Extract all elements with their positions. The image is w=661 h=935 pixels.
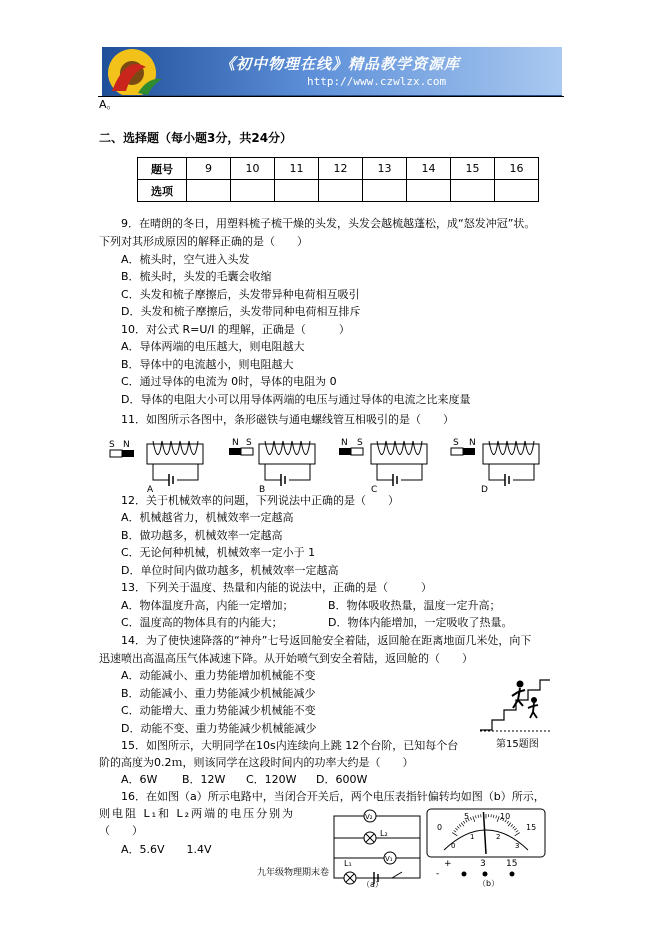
figure-d-right-pole: N: [469, 438, 476, 448]
terminal-dot: [510, 872, 515, 877]
figure-d-left-pole: S: [453, 438, 459, 448]
magnet-white-half: [110, 450, 122, 457]
circuit-outer-loop: [334, 816, 420, 878]
circuit-wire: [489, 464, 534, 480]
terminal-dot: [483, 872, 488, 877]
voltmeter-dial-b: [426, 808, 548, 888]
table-cell-number: 12: [319, 158, 363, 180]
table-cell-number: 16: [495, 158, 539, 180]
coil-windings: [377, 441, 422, 455]
q15-figure-caption: 第15题图: [496, 739, 539, 750]
figure-c-label: C: [371, 485, 378, 494]
q15-stem-cont: 阶的高度为0.2ｍ，则该同学在这段时间内的功率大约是（ ）: [99, 756, 414, 769]
q13-stem: 13．下列关于温度、热量和内能的说法中，正确的是（ ）: [121, 581, 432, 594]
answer-table-number-row: [138, 158, 539, 180]
q14-option-d: D．动能不变、重力势能减少机械能减少: [121, 722, 317, 735]
q10-option-d: D．导体的电阻大小可以用导体两端的电压与通过导体的电流之比来度量: [121, 393, 471, 406]
figure-b-label: B: [259, 485, 266, 494]
q12-option-b: B．做功越多，机械效率一定越高: [121, 529, 283, 542]
circuit-caption: （a）: [362, 880, 383, 888]
q15-stem: 15．如图所示，大明同学在10s内连续向上跳 12个台阶，已知每个台: [121, 739, 459, 752]
q15-option-c: C．120W: [246, 773, 297, 786]
solenoid-figure-a: [109, 440, 203, 494]
voltmeter-v2-label: V₂: [365, 813, 373, 821]
q14-option-a: A．动能减小、重力势能增加机械能不变: [121, 669, 316, 682]
q10-option-a: A．导体两端的电压越大，则电阻越大: [121, 340, 305, 353]
answer-cell[interactable]: [231, 180, 275, 202]
header-banner: [102, 47, 562, 96]
q14-option-c: C．动能增大、重力势能减少机械能不变: [121, 704, 316, 717]
battery-icon: [505, 474, 509, 486]
table-cell-number: 15: [451, 158, 495, 180]
solenoid-figure-c: [339, 438, 427, 494]
q10-option-b: B．导体中的电流越小，则电阻越大: [121, 358, 294, 371]
table-header-number: 题号: [138, 158, 187, 180]
q12-option-c: C．无论何种机械，机械效率一定小于 1: [121, 546, 316, 559]
answer-table-option-row: [138, 180, 539, 202]
terminal-3: 3: [480, 859, 486, 869]
banner-title: 《初中物理在线》精品教学资源库: [220, 55, 461, 73]
section-title: 二、选择题（每小题3分，共24分）: [99, 131, 293, 145]
q15-option-b: B．12W: [182, 773, 226, 786]
magnet-white-half: [351, 448, 363, 455]
second-figure-head: [531, 697, 537, 703]
magnet-white-half: [451, 448, 463, 455]
q13-option-a: A．物体温度升高，内能一定增加；: [121, 599, 294, 612]
dial-caption: （b）: [478, 879, 500, 888]
q14-stem-cont: 迅速喷出高温高压气体减速下降。从开始喷气到安全着陆，返回舱的（ ）: [99, 652, 473, 665]
terminal-minus: -: [436, 869, 440, 879]
lamp-l1-label: L₁: [344, 859, 352, 868]
lower-scale-3: 3: [515, 842, 520, 850]
q14-stem: 14．为了使快速降落的“神舟”七号返回舱安全着陆，返回舱在距离地面几米处，向下: [121, 634, 532, 647]
lower-scale-1: 1: [470, 833, 475, 841]
q10-option-c: C．通过导体的电流为 0时，导体的电阻为 0: [121, 375, 337, 388]
prior-answer-fragment: A。: [99, 98, 118, 111]
q16-stem: 16．在如图（a）所示电路中，当闭合开关后，两个电压表指针偏转均如图（b）所示，: [121, 790, 545, 803]
q9-stem-cont: 下列对其形成原因的解释正确的是（ ）: [99, 235, 308, 248]
battery-icon: [169, 474, 173, 486]
answer-cell[interactable]: [451, 180, 495, 202]
sunflower-logo: [102, 47, 182, 95]
coil-windings: [489, 441, 534, 455]
magnet-black-half: [463, 448, 475, 455]
figure-a-right-pole: N: [123, 440, 130, 450]
q15-option-a: A．6W: [121, 773, 158, 786]
magnet-black-half: [339, 448, 351, 455]
upper-scale-10: 10: [500, 812, 511, 821]
circuit-wire: [153, 464, 198, 480]
answer-table: [137, 157, 539, 202]
q12-stem: 12．关于机械效率的问题，下列说法中正确的是（ ）: [121, 494, 399, 507]
lower-scale-0: 0: [451, 842, 456, 850]
answer-cell[interactable]: [363, 180, 407, 202]
figure-b-left-pole: N: [232, 438, 239, 448]
q12-option-a: A．机械越省力，机械效率一定越高: [121, 511, 294, 524]
figure-c-left-pole: N: [341, 438, 348, 448]
q13-option-b: B．物体吸收热量，温度一定升高；: [328, 599, 501, 612]
table-cell-number: 11: [275, 158, 319, 180]
upper-scale-15: 15: [526, 823, 537, 832]
battery-icon: [281, 474, 285, 486]
q13-option-d: D．物体内能增加，一定吸收了热量。: [328, 616, 513, 629]
coil-windings: [153, 441, 198, 455]
table-cell-number: 13: [363, 158, 407, 180]
header-rule: [98, 96, 564, 97]
footer-text: 九年级物理期末卷: [257, 868, 330, 878]
upper-scale-0: 0: [437, 823, 443, 832]
table-cell-number: 14: [407, 158, 451, 180]
terminal-15: 15: [506, 859, 518, 869]
circuit-wire: [377, 464, 422, 480]
q12-option-d: D．单位时间内做功越多，机械效率一定越高: [121, 564, 339, 577]
q11-figures: [107, 436, 547, 494]
lamp-l2-label: L₂: [380, 829, 388, 838]
q10-stem: 10．对公式 R=U/I 的理解，正确是（ ）: [121, 323, 350, 336]
answer-cell[interactable]: [187, 180, 231, 202]
answer-cell[interactable]: [275, 180, 319, 202]
magnet-black-half: [229, 448, 241, 455]
circuit-diagram-a: [330, 806, 426, 888]
q15-option-d: D．600W: [316, 773, 368, 786]
magnet-black-half: [122, 450, 134, 457]
q11-stem: 11．如图所示各图中，条形磁铁与通电螺线管互相吸引的是（ ）: [121, 413, 454, 426]
voltmeter-v1-label: V₁: [385, 855, 393, 863]
banner-url[interactable]: http://www.czwlzx.com: [307, 75, 447, 88]
figure-b-right-pole: S: [246, 438, 252, 448]
switch-icon: [392, 872, 402, 878]
q13-option-c: C．温度高的物体具有的内能大；: [121, 616, 283, 629]
figure-a-left-pole: S: [109, 440, 115, 450]
q16-stem-cont: 则电阻 L₁和 L₂两端的电压分别为: [99, 807, 296, 820]
terminal-plus: +: [444, 859, 452, 869]
battery-icon: [393, 474, 397, 486]
terminal-dot: [462, 872, 467, 877]
coil-windings: [265, 441, 310, 455]
jumper-body: [512, 688, 525, 708]
q14-option-b: B．动能减小、重力势能减少机械能减少: [121, 687, 316, 700]
q9-option-b: B．梳头时，头发的毛囊会收缩: [121, 270, 272, 283]
table-cell-number: 10: [231, 158, 275, 180]
upper-scale-5: 5: [464, 812, 470, 821]
solenoid-figure-b: [229, 438, 315, 494]
second-figure-body: [528, 703, 538, 718]
table-header-option: 选项: [138, 180, 187, 202]
q16-option-a: A．5.6V 1.4V: [121, 843, 212, 856]
solenoid-figure-d: [451, 438, 539, 494]
table-cell-number: 9: [187, 158, 231, 180]
figure-d-label: D: [481, 485, 488, 494]
q16-answer-paren: （ ）: [99, 824, 143, 837]
lower-scale-2: 2: [496, 833, 501, 841]
answer-cell[interactable]: [407, 180, 451, 202]
magnet-white-half: [241, 448, 253, 455]
jumper-head: [517, 681, 524, 688]
answer-cell[interactable]: [495, 180, 539, 202]
q9-option-c: C．头发和梳子摩擦后，头发带异种电荷相互吸引: [121, 288, 360, 301]
answer-cell[interactable]: [319, 180, 363, 202]
q9-stem: 9．在晴朗的冬日，用塑料梳子梳干燥的头发，头发会越梳越蓬松，成“怒发冲冠”状。: [121, 217, 536, 230]
figure-a-label: A: [147, 485, 154, 494]
figure-c-right-pole: S: [357, 438, 363, 448]
q9-option-a: A．梳头时，空气进入头发: [121, 253, 250, 266]
stairs-figure: [478, 678, 552, 732]
q9-option-d: D．头发和梳子摩擦后，头发带同种电荷相互排斥: [121, 305, 361, 318]
circuit-wire: [265, 464, 310, 480]
